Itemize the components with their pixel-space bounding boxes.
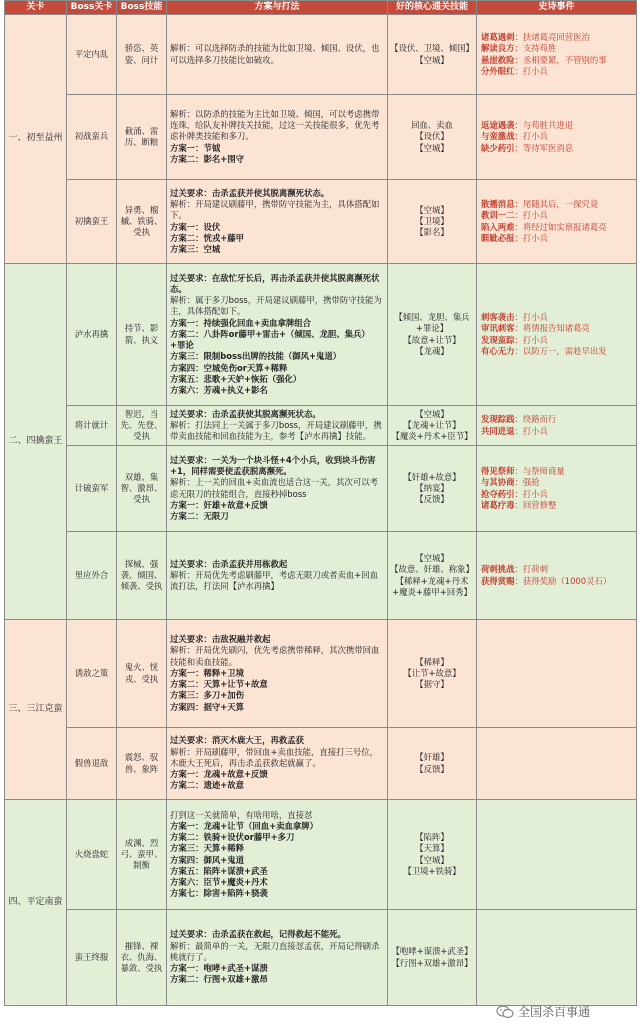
plan-line: 方案六：臣节+魔炎+丹术 <box>170 876 268 887</box>
plan-line: 解析：属于多刀boss，开局建议刷藤甲，携带防守技能为主，具体搭配如下。 <box>170 295 382 317</box>
event-name: 解读良方 <box>481 43 515 54</box>
event-line <box>481 210 632 221</box>
events-cell <box>477 910 637 1006</box>
event-choice: ：与祭师商量 <box>514 466 565 477</box>
header-boss-skills: Boss技能 <box>117 1 167 15</box>
event-choice: ：回营修整 <box>514 499 557 510</box>
plan-line: 方案四：据守+天算 <box>170 701 245 712</box>
plan-line: 方案一：稀释+卫境 <box>170 667 245 678</box>
plan-line: 过关要求：击杀孟获在救起，记得救起不能死。 <box>170 929 346 940</box>
event-choice: ：丞相要紧，不管别的事 <box>514 54 607 65</box>
plan-line: 方案二：遗迹+故意 <box>170 780 245 791</box>
event-line <box>481 43 632 54</box>
table-row <box>5 15 637 95</box>
events-cell <box>477 264 637 406</box>
event-line <box>481 489 632 500</box>
events-cell <box>477 728 637 800</box>
plan-line: 方案二：天算+让节+故意 <box>170 679 268 690</box>
event-name: 陷入两难 <box>481 221 515 232</box>
stage-name: 四、平定南蛮 <box>5 800 67 1006</box>
event-choice: ：尾随其后，一探究竟 <box>514 199 599 210</box>
core-skills: 【陷阵】 【天算】 【空城】 【卫境+铁骑】 <box>388 800 477 910</box>
plan-line: 方案二：铁骑+设伏or藤甲+多刀 <box>170 832 295 843</box>
boss-skills: 骄恣、英姿、问计 <box>117 15 167 95</box>
event-line <box>481 143 632 154</box>
boss-skills: 异勇、榴槭、铁骑、受执 <box>117 180 167 264</box>
event-name: 发现蛮踪 <box>481 334 515 345</box>
event-name: 教训一二 <box>481 210 515 221</box>
event-line <box>481 576 632 587</box>
event-line <box>481 477 632 488</box>
event-choice: ：打小兵 <box>514 131 548 142</box>
plan-cell <box>167 910 388 1006</box>
plan-line: 过关要求：击敌祝融并救起 <box>170 634 271 645</box>
event-line <box>481 66 632 77</box>
boss-stage-name: 计破蛮军 <box>67 446 117 532</box>
plan-line: 解析：开局优先刷闪，优先考虑携带稀释，其次携带回血技能和卖血技能。 <box>170 645 380 667</box>
event-choice: ：打小兵 <box>514 488 548 499</box>
boss-skills: 双雄、集智、激昂、受执 <box>117 446 167 532</box>
event-line <box>481 131 632 142</box>
event-line <box>481 199 632 210</box>
plan-cell <box>167 532 388 620</box>
table-row <box>5 406 637 446</box>
plan-line: 解析：开局建议刷藤甲，携带防守技能为主，具体搭配如下。 <box>170 199 380 221</box>
core-skills: 【空城】 【卫境】 【影名】 <box>388 180 477 264</box>
event-name: 睚眦必报 <box>481 232 515 243</box>
header-core-skills: 好的核心通关技能 <box>388 1 477 15</box>
table-row <box>5 620 637 728</box>
header-stage: 关卡 <box>5 1 67 15</box>
boss-skills: 探械、强袭、倾国、倾袭、受执 <box>117 532 167 620</box>
boss-stage-name: 蛮王终服 <box>67 910 117 1006</box>
event-name: 获得赏赐 <box>481 575 515 586</box>
event-line <box>481 55 632 66</box>
event-name: 荷刺挑战 <box>481 564 515 575</box>
event-name: 与其协商 <box>481 477 515 488</box>
event-line <box>481 426 632 437</box>
event-name: 刺客袭击 <box>481 312 515 323</box>
boss-skills: 鬼火、恍戎、受执 <box>117 620 167 728</box>
stage-name: 一、初至益州 <box>5 15 67 264</box>
event-line <box>481 233 632 244</box>
plan-line: 过关要求：击杀孟获使其脱离濒死状态。 <box>170 408 321 419</box>
boss-stage-name: 里应外合 <box>67 532 117 620</box>
core-skills: 【空城】 【故意、奸雄、称象】 【稀释+龙魂+丹术+魔炎+藤甲+回秀】 <box>388 532 477 620</box>
plan-line: 方案六：芳魂+执义+影名 <box>170 384 268 395</box>
plan-line: 方案二：恍戎+藤甲 <box>170 232 245 243</box>
boss-skills: 持节、影箭、执义 <box>117 264 167 406</box>
event-choice: ：获得奖励（1000灵石） <box>514 575 612 586</box>
event-choice: ：将经过如实禀报诸葛亮 <box>514 221 607 232</box>
plan-line: 方案四：空城免伤or天算+稀释 <box>170 362 288 373</box>
plan-line: 方案一：持续强化回血+卖血拿牌组合 <box>170 317 312 328</box>
plan-line: 解析：开局优先考虑刷藤甲，考虑无限刀或者卖血+回血流打法，打法同【泸水再擒】 <box>170 569 379 592</box>
core-skills: 【稀释】 【让节+故意】 【据守】 <box>388 620 477 728</box>
event-line <box>481 32 632 43</box>
table-row <box>5 264 637 406</box>
header-plan: 方案与打法 <box>167 1 388 15</box>
event-line <box>481 323 632 334</box>
event-choice: ：打小兵 <box>514 312 548 323</box>
watermark <box>496 1003 590 1020</box>
core-skills: 【倾国、龙胆、集兵+罪论】 【故意+让节】 【龙魂】 <box>388 264 477 406</box>
event-name: 发现踪践 <box>481 414 515 425</box>
event-line <box>481 335 632 346</box>
core-skills: 回血、卖血 【设伏】 【空城】 <box>388 95 477 180</box>
plan-line: 方案三：天算+稀释 <box>170 843 245 854</box>
plan-line: 解析：开局刷藤甲，带回血+卖血技能，直接打三号位，木鹿大王死后，再击杀孟获救起就赢了。 <box>170 746 379 768</box>
plan-line: 方案五：陷阵+谋溃+武圣 <box>170 865 268 876</box>
core-skills: 【奸雄】 【反馈】 <box>388 728 477 800</box>
event-choice: ：强抢 <box>514 477 540 488</box>
plan-line: 方案一：节钺 <box>170 142 221 153</box>
plan-line: 方案三：多刀+加伤 <box>170 690 245 701</box>
boss-stage-name: 泸水再擒 <box>67 264 117 406</box>
event-choice: ：打小兵 <box>514 65 548 76</box>
boss-stage-name: 假兽退敌 <box>67 728 117 800</box>
plan-line: 解析：上一关的回血+卖血流也适合这一关，其次可以考虑无限刀的技能组合，直接秒掉boss <box>170 477 379 499</box>
event-line <box>481 414 632 425</box>
event-name: 诸葛遇刺 <box>481 32 515 43</box>
boss-skills: 摧锋、裸衣、仇海、暴敛、受执 <box>117 910 167 1006</box>
event-choice: ：扶诸葛亮回营医治 <box>514 32 590 43</box>
event-choice: ：支持苟胜 <box>514 43 557 54</box>
plan-cell <box>167 800 388 910</box>
table-row <box>5 180 637 264</box>
event-line <box>481 222 632 233</box>
plan-line: 方案二：八卦阵or藤甲+雷击+（倾国、龙胆、集兵）+罪论 <box>170 328 370 351</box>
plan-line: 解析：可以选择防杀的技能为比如卫境、倾国、设伏，也可以选择多刀技能比如破攻。 <box>170 43 380 65</box>
boss-stage-name: 诱敌之策 <box>67 620 117 728</box>
event-name: 得见祭师 <box>481 466 515 477</box>
plan-line: 过关要求：击杀孟获并用栋救起 <box>170 558 288 569</box>
event-line <box>481 564 632 575</box>
plan-line: 方案一：龙魂+故意+反馈 <box>170 769 268 780</box>
event-line <box>481 346 632 357</box>
strategy-table <box>4 0 637 1006</box>
events-cell <box>477 620 637 728</box>
table-row <box>5 728 637 800</box>
plan-line: 方案二：行图+双雄+激昂 <box>170 974 268 985</box>
plan-line: 方案一：咆哮+武圣+谋溃 <box>170 963 268 974</box>
plan-cell <box>167 15 388 95</box>
events-cell <box>477 95 637 180</box>
table-row <box>5 446 637 532</box>
table-row <box>5 800 637 910</box>
plan-line: 解析：最简单的一关，无限刀直接怼孟获，开局记得刷杀桃就行了。 <box>170 940 380 962</box>
event-line <box>481 120 632 131</box>
boss-stage-name: 初擒蛮王 <box>67 180 117 264</box>
stage-name: 二、四擒蛮王 <box>5 264 67 620</box>
event-name: 与蛮激战 <box>481 131 515 142</box>
plan-cell <box>167 620 388 728</box>
plan-cell <box>167 446 388 532</box>
boss-stage-name: 平定内乱 <box>67 15 117 95</box>
plan-cell <box>167 180 388 264</box>
plan-line: 过关要求：击杀孟获并使其脱离濒死状态。 <box>170 187 330 198</box>
boss-skills: 成渊、烈弓、蛮甲、制衡 <box>117 800 167 910</box>
boss-skills: 震怒、驭兽、象阵 <box>117 728 167 800</box>
plan-line: 过关要求：在敌忙牙长后，再击杀孟获并使其脱离濒死状态。 <box>170 272 380 295</box>
boss-skills: 智迟，当先、先登、受执 <box>117 406 167 446</box>
event-choice: ：绕路而行 <box>514 414 557 425</box>
event-line <box>481 312 632 323</box>
event-name: 审讯刺客 <box>481 323 515 334</box>
event-choice: ：将情报告知诸葛亮 <box>514 323 590 334</box>
table-row <box>5 910 637 1006</box>
plan-line: 方案七：除害+陷阵+骁袭 <box>170 888 268 899</box>
plan-line: 方案三：限制boss出牌的技能（御风+鬼道） <box>170 351 342 362</box>
core-skills: 【奸雄+故意】 【纳宴】 【反馈】 <box>388 446 477 532</box>
event-choice: ：等待军医消息 <box>514 142 574 153</box>
events-cell <box>477 406 637 446</box>
table-row <box>5 532 637 620</box>
plan-line: 方案一：奸雄+故意+反馈 <box>170 499 268 510</box>
stage-name: 三、三江克蛮 <box>5 620 67 800</box>
boss-stage-name: 将计就计 <box>67 406 117 446</box>
plan-line: 方案四：御风+鬼道 <box>170 854 245 865</box>
plan-line: 过关要求：消灭木鹿大王，再救孟获 <box>170 735 304 746</box>
plan-cell <box>167 264 388 406</box>
event-name: 缺少药引 <box>481 142 515 153</box>
header-boss-stage: Boss关卡 <box>67 1 117 15</box>
event-name: 诸葛疗毒 <box>481 499 515 510</box>
core-skills: 【空城】 【龙魂+让节】 【魔炎+丹术+臣节】 <box>388 406 477 446</box>
plan-cell <box>167 406 388 446</box>
watermark-text: 全国杀百事通 <box>518 1005 591 1019</box>
events-cell <box>477 15 637 95</box>
plan-line: 打到这一关就简单，有啥用啥，直接怼 <box>170 809 313 820</box>
boss-stage-name: 火烧盘蛇 <box>67 800 117 910</box>
plan-cell <box>167 95 388 180</box>
event-name: 抢夺药引 <box>481 488 515 499</box>
event-name: 共同进退 <box>481 425 515 436</box>
event-choice: ：打荷刺 <box>514 564 548 575</box>
plan-cell <box>167 728 388 800</box>
plan-line: 过关要求：一关为一个块斗怪+4个小兵，收到块斗伤害+1，同样需要使孟获脱离濒死。 <box>170 454 376 477</box>
event-choice: ：打小兵 <box>514 334 548 345</box>
plan-line: 方案二：影名+围守 <box>170 153 245 164</box>
event-choice: ：与苟胜共进退 <box>514 120 574 131</box>
events-cell <box>477 532 637 620</box>
event-name: 散播消息 <box>481 199 515 210</box>
event-line <box>481 500 632 511</box>
event-line <box>481 466 632 477</box>
event-choice: ：打小兵 <box>514 425 548 436</box>
event-choice: ：打小兵 <box>514 210 548 221</box>
event-name: 悬崖救险 <box>481 54 515 65</box>
plan-line: 方案三：空城 <box>170 243 221 254</box>
boss-skills: 截涌、雷历、断粮 <box>117 95 167 180</box>
core-skills: 【设伏、卫境、倾国】 【空城】 <box>388 15 477 95</box>
header-epic-events: 史诗事件 <box>477 1 637 15</box>
event-name: 有心无力 <box>481 345 515 356</box>
event-name: 分外眼红 <box>481 65 515 76</box>
events-cell <box>477 800 637 910</box>
events-cell <box>477 180 637 264</box>
plan-line: 解析：打法同上一关属于多刀boss，开局建议刷藤甲，携带卖血技能和回血技能为主，参考【泸水再擒】技能。 <box>170 419 382 442</box>
event-choice: ：打小兵 <box>514 232 548 243</box>
core-skills: 【咆哮+谋溃+武圣】 【行图+双雄+激昂】 <box>388 910 477 1006</box>
plan-line: 方案一：龙魂+让节（回血+卖血拿牌） <box>170 820 319 831</box>
events-cell <box>477 446 637 532</box>
table-row <box>5 95 637 180</box>
plan-line: 解析：以防杀的技能为主比如卫境、倾国，可以考虑携带连珠，给队友补牌技关技能，过这一关技能很多，优先考虑补牌类技能和多刀。 <box>170 108 380 142</box>
wechat-icon <box>496 1005 514 1019</box>
plan-line: 方案五：悲歌+天妒+恢拓（强化） <box>170 373 302 384</box>
plan-line: 方案一：设伏 <box>170 221 221 232</box>
table-header-row <box>5 1 637 15</box>
event-choice: ：以防万一，需趁早出发 <box>514 345 607 356</box>
plan-line: 方案二：无限刀 <box>170 510 229 521</box>
event-name: 返途遇袭 <box>481 120 515 131</box>
boss-stage-name: 初战蛮兵 <box>67 95 117 180</box>
